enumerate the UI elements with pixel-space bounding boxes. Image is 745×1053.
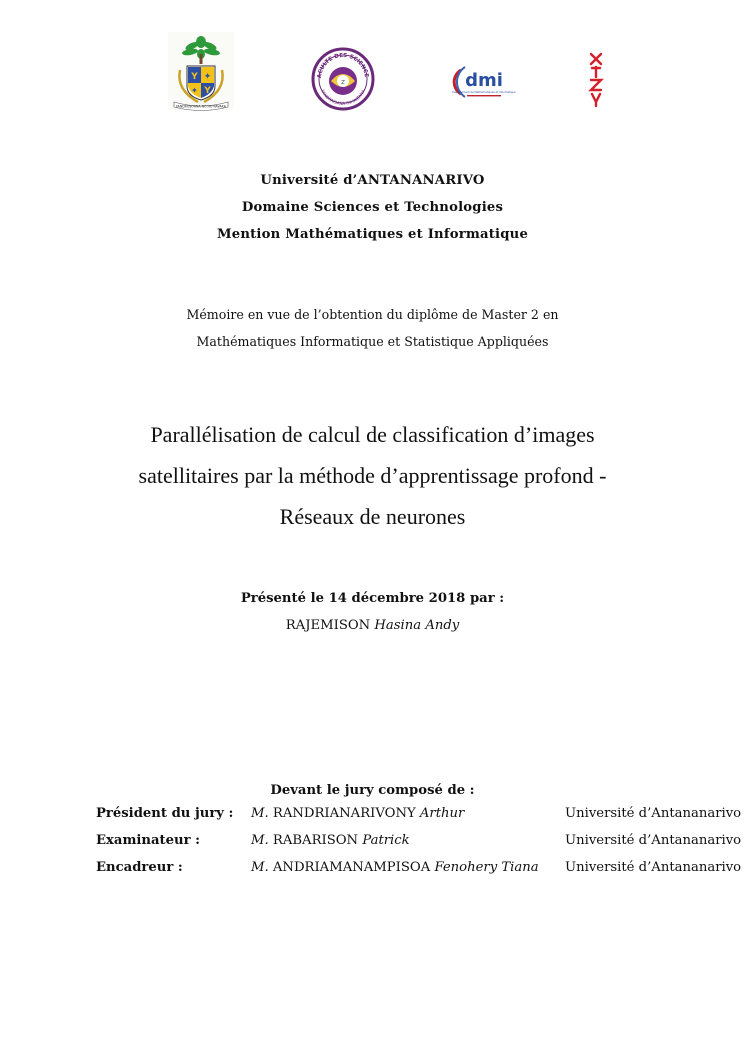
university-name: Université d’ANTANANARIVO bbox=[260, 173, 485, 188]
thesis-title bbox=[0, 414, 745, 537]
university-antananarivo-crest-icon bbox=[168, 32, 234, 110]
title-line-1: Parallélisation de calcul de classification d’images bbox=[150, 422, 595, 447]
jury-heading: Devant le jury composé de : bbox=[270, 783, 475, 798]
jury-member-name: M. RANDRIANARIVONY Arthur bbox=[251, 806, 465, 821]
jury-row bbox=[0, 860, 745, 880]
svg-text:✦: ✦ bbox=[203, 72, 212, 82]
memoire-line-1: Mémoire en vue de l’obtention du diplôme de Master 2 en bbox=[186, 307, 559, 322]
svg-text:Y: Y bbox=[191, 72, 198, 82]
jury-role: Encadreur : bbox=[96, 860, 183, 875]
mention-mise-logo-icon bbox=[588, 52, 604, 108]
dmi-wordmark: dmi bbox=[465, 70, 503, 91]
svg-text:✦: ✦ bbox=[191, 86, 198, 95]
dmi-logo-icon bbox=[452, 64, 516, 102]
title-line-2: satellitaires par la méthode d’apprentissage profond - bbox=[138, 463, 607, 488]
jury-role: Président du jury : bbox=[96, 806, 234, 821]
jury-row bbox=[0, 806, 745, 826]
faculte-des-sciences-seal-icon bbox=[311, 47, 375, 111]
jury-institution: Université d’Antananarivo bbox=[565, 833, 742, 848]
svg-text:Y: Y bbox=[204, 86, 211, 96]
dmi-subtext: Département de Mathématiques et Informatique bbox=[452, 91, 516, 94]
memoire-line-2: Mathématiques Informatique et Statistique Appliquées bbox=[196, 334, 549, 349]
svg-text:z: z bbox=[341, 78, 345, 86]
presentation-label: Présenté le 14 décembre 2018 par : bbox=[240, 591, 505, 606]
author-first-name: Hasina Andy bbox=[374, 618, 460, 633]
jury-member-name: M. ANDRIAMANAMPISOA Fenohery Tiana bbox=[251, 860, 539, 875]
jury-member-name: M. RABARISON Patrick bbox=[251, 833, 410, 848]
jury-role: Examinateur : bbox=[96, 833, 201, 848]
jury-row bbox=[0, 833, 745, 853]
mention-name: Mention Mathématiques et Informatique bbox=[216, 227, 529, 242]
crest-motto: FANDROSOANA NO HO RAVAKA bbox=[176, 104, 226, 109]
jury-institution: Université d’Antananarivo bbox=[565, 806, 742, 821]
author-last-name: RAJEMISON bbox=[285, 618, 371, 633]
domain-name: Domaine Sciences et Technologies bbox=[241, 200, 504, 215]
jury-institution: Université d’Antananarivo bbox=[565, 860, 742, 875]
author-name bbox=[0, 618, 745, 633]
title-line-3: Réseaux de neurones bbox=[279, 504, 466, 529]
seal-ring-bottom: FANDRAISANA FAHAIZANA bbox=[320, 88, 366, 107]
seal-ring-top: ACULTE DES SCIENCE bbox=[316, 52, 369, 79]
